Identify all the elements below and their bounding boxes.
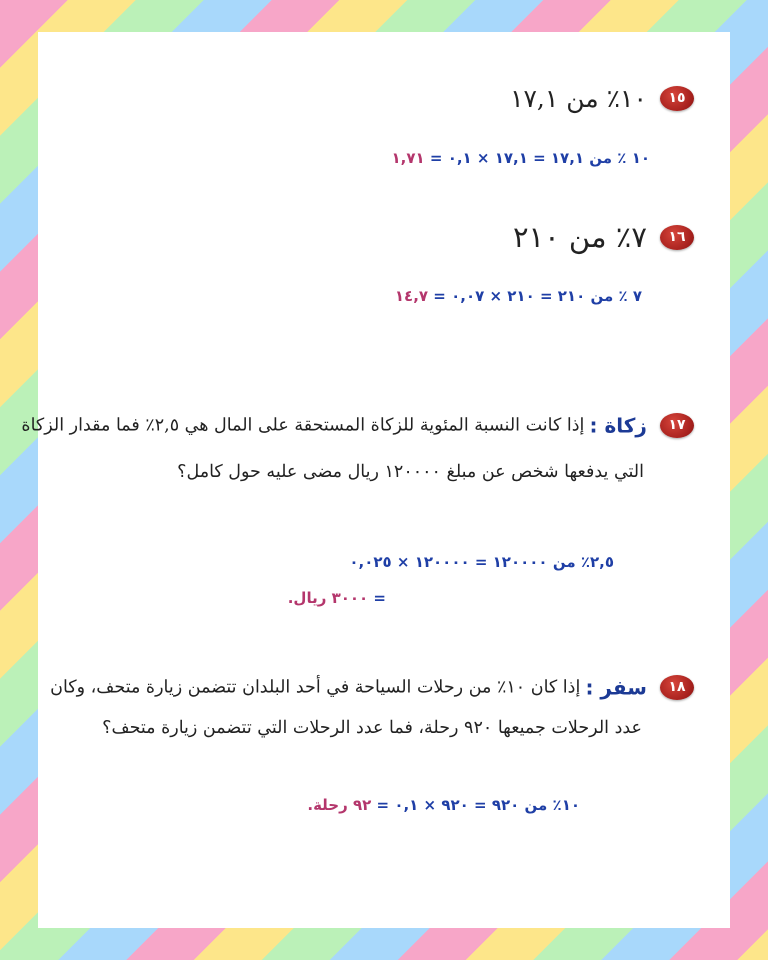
answer-15-result: ١,٧١ (391, 149, 425, 167)
problem-17-line1: إذا كانت النسبة المئوية للزكاة المستحقة على المال هي ٢,٥٪ فما مقدار الزكاة (21, 415, 585, 436)
question-16: ٧٪ من ٢١٠ (512, 220, 647, 254)
answer-16-result: ١٤,٧ (394, 287, 429, 305)
answer-16-calc: ٧ ٪ من ٢١٠ = ٢١٠ × ٠,٠٧ = (428, 287, 642, 305)
answer-18-calc: ١٠٪ من ٩٢٠ = ٩٢٠ × ٠,١ = (371, 796, 580, 814)
problem-15 (510, 84, 694, 113)
worksheet-page (21, 32, 730, 928)
problem-18 (50, 675, 694, 700)
problem-18-line1: إذا كان ١٠٪ من رحلات السياحة في أحد البلدان تتضمن زيارة متحف، وكان (50, 677, 581, 698)
number-badge-icon: ١٨ (660, 675, 694, 700)
answer-17-equals: = (368, 589, 386, 607)
answer-16 (395, 287, 642, 305)
number-badge-icon: ١٧ (660, 413, 694, 438)
answer-17-result-line (288, 589, 386, 607)
answer-18 (307, 796, 580, 814)
problem-18-line2: عدد الرحلات جميعها ٩٢٠ رحلة، فما عدد الرحلات التي تتضمن زيارة متحف؟ (102, 718, 642, 738)
problem-17-line2: التي يدفعها شخص عن مبلغ ١٢٠٠٠٠ ريال مضى عليه حول كامل؟ (177, 462, 644, 482)
problem-17 (21, 413, 694, 438)
answer-18-result: ٩٢ رحلة. (307, 796, 372, 814)
number-badge-icon: ١٥ (660, 86, 694, 111)
answer-15-calc: ١٠ ٪ من ١٧,١ = ١٧,١ × ٠,١ = (424, 149, 650, 167)
problem-16 (513, 220, 694, 254)
problem-17-title: زكاة : (589, 413, 647, 438)
number-badge-icon: ١٦ (660, 225, 694, 250)
answer-17: ٢,٥٪ من ١٢٠٠٠٠ = ١٢٠٠٠٠ × ٠,٠٢٥ (349, 553, 614, 571)
problem-18-title: سفر : (585, 675, 647, 700)
answer-15 (392, 149, 651, 167)
question-15: ١٠٪ من ١٧,١ (510, 84, 647, 113)
answer-17-result: ٣٠٠٠ ريال. (287, 589, 369, 607)
